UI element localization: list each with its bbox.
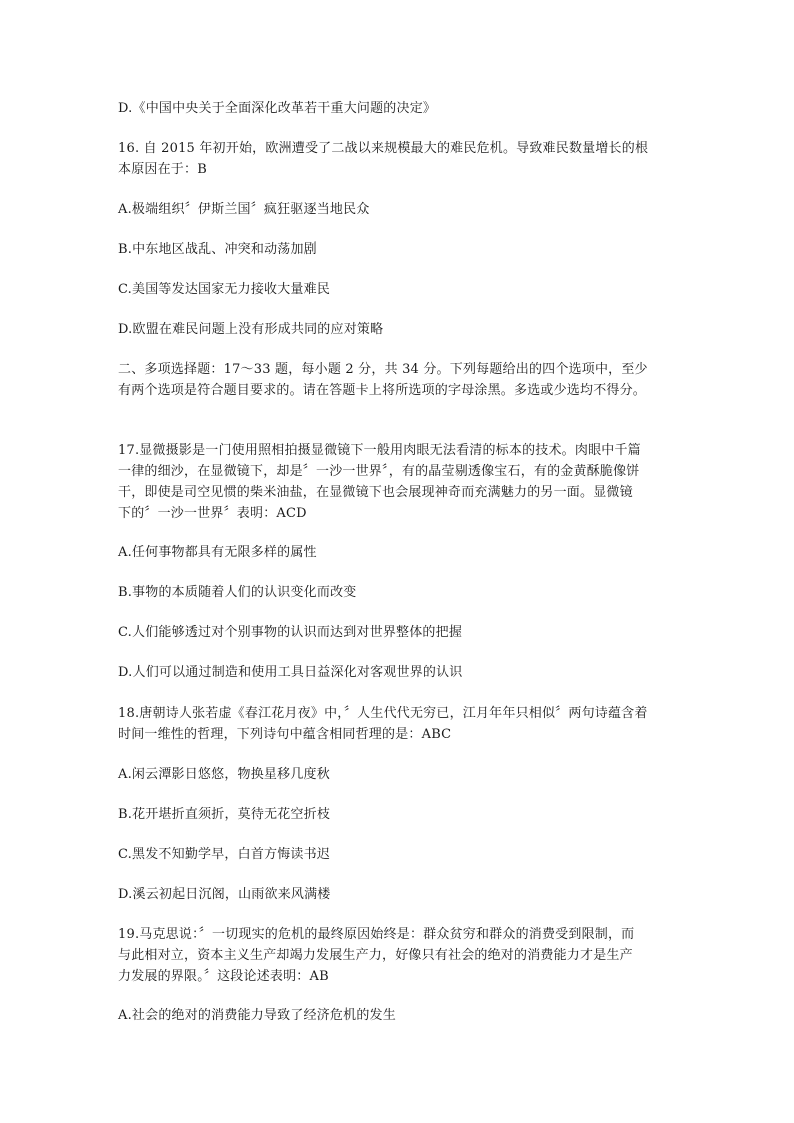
option-17-d: D.人们可以通过制造和使用工具日益深化对客观世界的认识 — [118, 665, 463, 680]
section-heading-line-1: 二、多项选择题：17～33 题，每小题 2 分，共 34 分。下列每题给出的四个选项中，至少 — [118, 362, 648, 377]
option-18-b: B.花开堪折直须折，莫待无花空折枝 — [118, 807, 331, 822]
option-17-a: A.任何事物都具有无限多样的属性 — [118, 545, 317, 560]
option-19-a: A.社会的绝对的消费能力导致了经济危机的发生 — [118, 1008, 396, 1023]
option-18-a: A.闲云潭影日悠悠，物换星移几度秋 — [118, 767, 330, 782]
option-17-b: B.事物的本质随着人们的认识变化而改变 — [118, 585, 357, 600]
question-17-stem-line-4: 下的〞一沙一世界〞表明：ACD — [118, 506, 307, 521]
question-19-stem-line-1: 19.马克思说：〞一切现实的危机的最终原因始终是：群众贫穷和群众的消费受到限制，而 — [118, 927, 635, 942]
option-18-c: C.黑发不知勤学早，白首方悔读书迟 — [118, 847, 331, 862]
option-16-b: B.中东地区战乱、冲突和动荡加剧 — [118, 242, 317, 257]
question-17-stem-line-1: 17.显微摄影是一门使用照相拍摄显微镜下一般用肉眼无法看清的标本的技术。肉眼中千篇 — [118, 443, 641, 458]
question-18-stem-line-1: 18.唐朝诗人张若虚《春江花月夜》中，〞人生代代无穷已，江月年年只相似〞两句诗蕴含着 — [118, 706, 648, 721]
question-19-stem-line-3: 力发展的界限。〞这段论述表明：AB — [118, 969, 329, 984]
option-16-c: C.美国等发达国家无力接收大量难民 — [118, 282, 331, 297]
section-heading-line-2: 有两个选项是符合题目要求的。请在答题卡上将所选项的字母涂黑。多选或少选均不得分。 — [118, 383, 647, 398]
option-16-d: D.欧盟在难民问题上没有形成共同的应对策略 — [118, 322, 384, 337]
question-18-stem-line-2: 时间一维性的哲理，下列诗句中蕴含相同哲理的是：ABC — [118, 727, 452, 742]
question-17-stem-line-2: 一律的细沙，在显微镜下，却是〞一沙一世界〞，有的晶莹剔透像宝石，有的金黄酥脆像饼 — [118, 464, 640, 479]
option-15-d: D.《中国中央关于全面深化改革若干重大问题的决定》 — [118, 101, 437, 116]
question-16-stem-line-2: 本原因在于：B — [118, 162, 207, 177]
question-19-stem-line-2: 与此相对立，资本主义生产却竭力发展生产力，好像只有社会的绝对的消费能力才是生产 — [118, 948, 633, 963]
option-17-c: C.人们能够透过对个别事物的认识而达到对世界整体的把握 — [118, 625, 463, 640]
question-16-stem-line-1: 16. 自 2015 年初开始，欧洲遭受了二战以来规模最大的难民危机。导致难民数量增长的根 — [118, 141, 649, 156]
option-16-a: A.极端组织〞伊斯兰国〞疯狂驱逐当地民众 — [118, 202, 370, 217]
option-18-d: D.溪云初起日沉阁，山雨欲来风满楼 — [118, 887, 331, 902]
question-17-stem-line-3: 干，即使是司空见惯的柴米油盐，在显微镜下也会展现神奇而充满魅力的另一面。显微镜 — [118, 485, 633, 500]
